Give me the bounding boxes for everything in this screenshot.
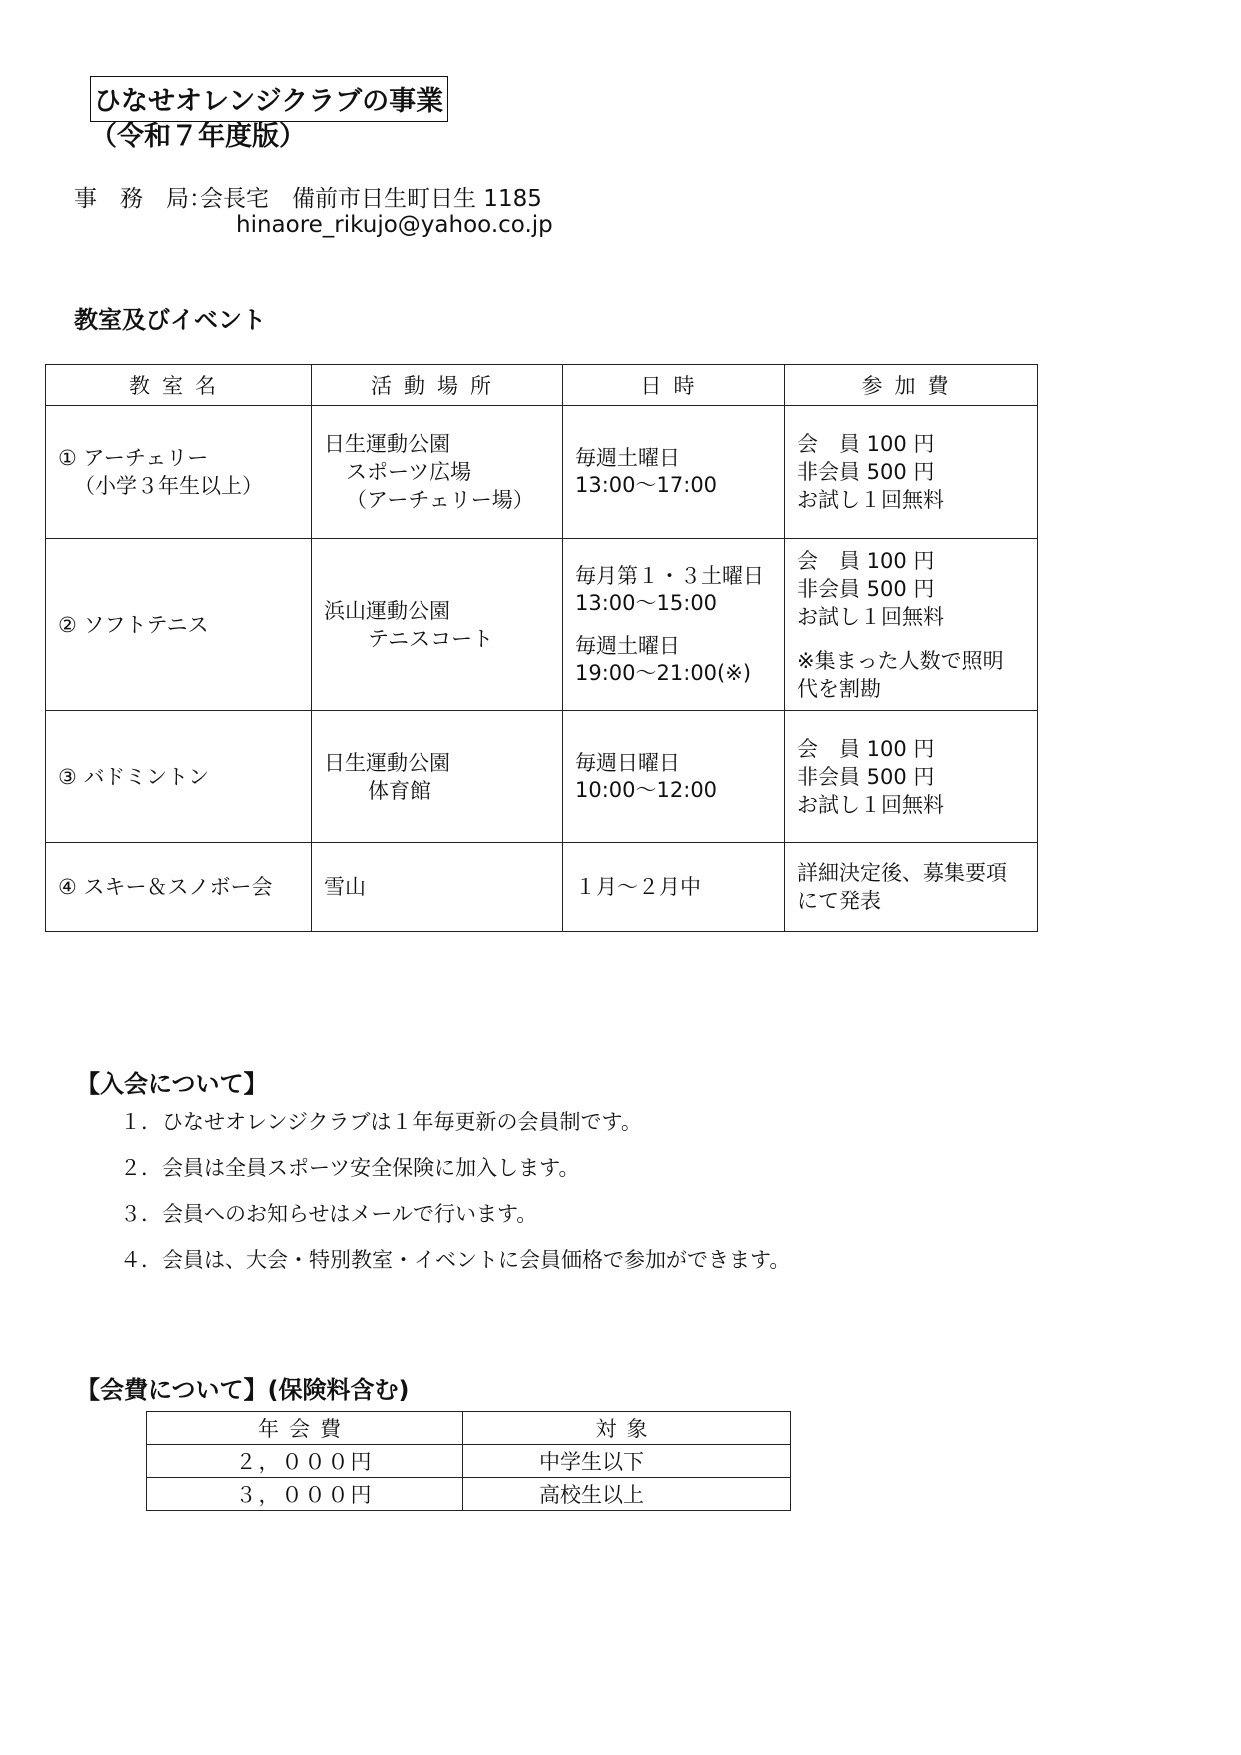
event-fee <box>785 711 1038 843</box>
fee-amount: ３，０００円 <box>147 1478 463 1511</box>
event-name-line: （小学３年生以上） <box>74 474 263 498</box>
col-header-target: 対象 <box>463 1412 791 1445</box>
event-fee-line: 会 員 100 円 <box>797 548 935 573</box>
event-name <box>46 711 312 843</box>
page-subtitle: （令和７年度版） <box>90 121 306 152</box>
event-time <box>563 406 785 539</box>
events-heading: 教室及びイベント <box>74 306 266 334</box>
event-time-line: 13:00～15:00 <box>575 590 718 615</box>
event-fee <box>785 843 1038 932</box>
event-time <box>563 843 785 932</box>
event-name <box>46 539 312 711</box>
event-fee-line: 会 員 100 円 <box>797 736 935 761</box>
event-fee-line: ※集まった人数で照明 <box>797 648 1004 673</box>
event-place-line: テニスコート <box>368 626 494 651</box>
fees-heading: 【会費について】(保険料含む) <box>76 1376 410 1404</box>
event-place-line: 浜山運動公園 <box>324 598 450 623</box>
event-fee <box>785 539 1038 711</box>
event-time-line: １月～２月中 <box>575 874 701 899</box>
office-email: hinaore_rikujo@yahoo.co.jp <box>236 212 553 238</box>
event-fee-line: 会 員 100 円 <box>797 432 935 456</box>
fee-amount: ２，０００円 <box>147 1445 463 1478</box>
event-place <box>312 711 563 843</box>
fees-header-row <box>147 1412 791 1445</box>
event-time-line: 毎週土曜日 <box>575 633 680 658</box>
event-fee-line: 非会員 500 円 <box>797 460 935 484</box>
event-place <box>312 406 563 539</box>
col-header-place: 活動場所 <box>312 365 563 406</box>
membership-item: ４．会員は、大会・特別教室・イベントに会員価格で参加ができます。 <box>120 1248 791 1272</box>
fee-target: 中学生以下 <box>463 1445 791 1478</box>
event-place-line: 雪山 <box>324 875 366 899</box>
event-place-line: 体育館 <box>368 778 431 803</box>
fee-target: 高校生以上 <box>463 1478 791 1511</box>
event-place-line: （アーチェリー場） <box>346 488 534 512</box>
event-fee-line: お試し１回無料 <box>797 792 944 817</box>
event-fee-line: お試し１回無料 <box>797 488 944 512</box>
fee-row <box>147 1445 791 1478</box>
event-name-line: ③ バドミントン <box>58 764 210 789</box>
event-time <box>563 539 785 711</box>
event-fee-line: お試し１回無料 <box>797 604 944 629</box>
event-time-line: 13:00～17:00 <box>575 473 718 497</box>
membership-item: １．ひなせオレンジクラブは１年毎更新の会員制です。 <box>120 1110 642 1134</box>
event-fee-line: 非会員 500 円 <box>797 764 935 789</box>
fees-table <box>146 1411 791 1511</box>
col-header-fee: 参加費 <box>785 365 1038 406</box>
membership-item: ２．会員は全員スポーツ安全保険に加入します。 <box>120 1156 580 1180</box>
page-title: ひなせオレンジクラブの事業 <box>90 76 448 122</box>
event-place-line: 日生運動公園 <box>324 750 450 775</box>
event-place-line: スポーツ広場 <box>346 460 472 484</box>
event-name <box>46 406 312 539</box>
office-info <box>74 180 542 213</box>
event-time-line: 19:00～21:00(※) <box>575 660 752 685</box>
event-place <box>312 539 563 711</box>
membership-item: ３．会員へのお知らせはメールで行います。 <box>120 1202 538 1226</box>
event-fee <box>785 406 1038 539</box>
event-time-line: 10:00～12:00 <box>575 777 718 802</box>
event-place-line: 日生運動公園 <box>324 432 450 456</box>
event-fee-line: にて発表 <box>797 889 881 913</box>
events-table <box>45 364 1038 932</box>
event-row-ski-snowboard <box>46 843 1038 932</box>
event-name <box>46 843 312 932</box>
col-header-annual-fee: 年会費 <box>147 1412 463 1445</box>
col-header-time: 日時 <box>563 365 785 406</box>
col-header-name: 教室名 <box>46 365 312 406</box>
event-name-line: ② ソフトテニス <box>58 612 209 637</box>
event-time-line: 毎週日曜日 <box>575 750 680 775</box>
event-time-line: 毎月第１・３土曜日 <box>575 563 764 588</box>
event-place <box>312 843 563 932</box>
event-row-badminton <box>46 711 1038 843</box>
office-address: 会長宅 備前市日生町日生 1185 <box>200 186 542 212</box>
event-time-line: 毎週土曜日 <box>575 446 680 470</box>
event-fee-line: 詳細決定後、募集要項 <box>797 861 1007 885</box>
office-label: 事 務 局： <box>74 186 212 212</box>
event-name-line: ④ スキー＆スノボー会 <box>58 875 273 899</box>
fee-row <box>147 1478 791 1511</box>
membership-heading: 【入会について】 <box>76 1070 268 1098</box>
event-name-line: ① アーチェリー <box>58 446 209 470</box>
event-fee-line: 非会員 500 円 <box>797 576 935 601</box>
event-time <box>563 711 785 843</box>
event-row-soft-tennis <box>46 539 1038 711</box>
membership-list <box>120 1106 790 1290</box>
events-header-row <box>46 365 1038 406</box>
event-fee-line: 代を割勘 <box>797 676 881 701</box>
event-row-archery <box>46 406 1038 539</box>
